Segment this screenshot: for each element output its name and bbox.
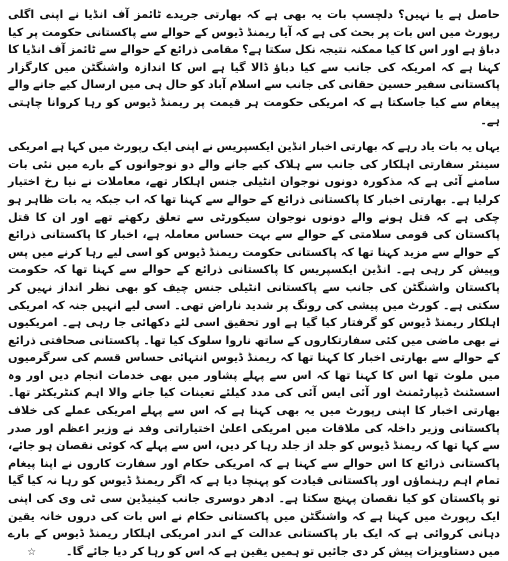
end-star-icon: ☆: [27, 546, 37, 558]
article-paragraph-2-text: یہاں یہ بات یاد رہے کہ بھارتی اخبار انڈین ایکسپریس نے اپنی ایک رپورٹ میں کہا ہے امریکی سینئر سفارتی اہلکار کی جانب سے ہلاک کیے جانے والے دو نوجوانوں کے بارے میں نئی بات سامنے آئی ہے کہ مذکورہ دونوں نوجوان انٹیلی جنس اہلکار تھے، معاملات نے نیا رخ اختیار کرلیا ہے۔ بھارتی اخبار کا پاکستانی ذرائع کے حوالے سے کہنا تھا کہ اب جبکہ یہ بات ظاہر ہو چکی ہے کہ قتل ہونے والے دونوں نوجوان سیکورٹی سے تعلق رکھتے تھے اور ان کا قتل پاکستان کی قومی سلامتی کے حوالے سے بہت حساس معاملہ ہے، اخبار کا پاکستانی ذرائع کے حوالے سے مزید کہنا تھا کہ پاکستانی حکومت ریمنڈ ڈیوس کو اسی لیے رہا کرنے میں پس وپیش کر رہی ہے۔ انڈین ایکسپریس کا پاکستانی ذرائع کے حوالے سے کہنا تھا کہ حکومت پاکستان واشنگٹن کی جانب سے پاکستانی انٹیلی جنس چیف کو بھی نظر انداز نہیں کر سکتی ہے۔ کورٹ میں پیشی کی رونگ پر شدید ناراض تھی۔ اسی لیے انہیں جنہ کہ امریکی اہلکار ریمنڈ ڈیوس کو گرفتار کیا گیا ہے اور تحقیق اسی لئے دکھائی جا رہی ہے۔ امریکیوں نے بھی ماضی میں کئی سفارتکاروں کے ساتھ ناروا سلوک کیا تھا۔ پاکستانی صحافتی ذرائع کے حوالے سے بھارتی اخبار کا کہنا تھا کہ ریمنڈ ڈیوس انتہائی حساس قسم کی سرگرمیوں میں ملوث تھا اس کا کہنا تھا کہ اس سے پہلے پشاور میں بھی خدمات انجام دیں اور وہ اسسٹنٹ ڈیپارٹمنٹ اور آئی ایس آئی کی مدد کیلئے تعینات کیا جانے والا اہم کنٹریکٹر تھا۔ بھارتی اخبار کا اپنی رپورٹ میں یہ بھی کہنا ہے کہ اس سے پہلے امریکی عملے کی خلاف پاکستانی وزیر داخلہ کی ملاقات میں امریکی اعلیٰ اختیاراتی وفد نے وزیر اعظم اور صدر سے کہا تھا کہ ریمنڈ ڈیوس کو جلد از جلد رہا کر دیں، اس سے پہلے کہ کوئی نقصان ہو جائے، پاکستانی ذرائع کا اس حوالے سے کہنا ہے کہ امریکی حکام اور سفارت کاروں نے اپنا پیغام تمام اہم رہنماؤں اور پاکستانی قیادت کو پہنچا دیا ہے کہ اگر ریمنڈ ڈیوس کو رہا نہ کیا گیا تو پاکستان کو کیا نقصان پہنچ سکتا ہے۔ ادھر دوسری جانب کینیڈین سی ٹی وی کی اپنی ایک رپورٹ میں کہنا ہے کہ واشنگٹن میں پاکستانی حکام نے اس بات کی دروں خانہ یقین دہانی کروائی ہے کہ ایک بار پاکستانی عدالت کے اندر امریکی اہلکار ریمنڈ ڈیوس کے بارے میں دستاویزات پیش کر دی جائیں تو ہمیں یقین ہے کہ اس کو رہا کر دیا جائے گا۔: [8, 140, 500, 558]
article-paragraph-1: حاصل ہے یا نہیں؟ دلچسپ بات یہ بھی ہے کہ بھارتی جریدے ٹائمز آف انڈیا نے اپنی اگلی رپورٹ میں اس بات پر بحث کی ہے کہ آیا ریمنڈ ڈیوس کے حوالے سے پاکستانی حکومت پر کیا دباؤ ہے اور اس کا کیا ممکنہ نتیجہ نکل سکتا ہے؟ مقامی ذرائع کے حوالے سے ٹائمز آف انڈیا کا کہنا ہے کہ امریکہ کی جانب سے کیا دباؤ ڈالا گیا ہے اس کا اندازہ واشنگٹن میں کارگزار پاکستانی سفیر حسین حقانی کی جانب سے اسلام آباد کو حال ہی میں ارسال کیے جانے والے پیغام سے کیا جاسکتا ہے کہ امریکی حکومت ہر قیمت پر ریمنڈ ڈیوس کو رہا کروانا چاہتی ہے۔: [8, 8, 500, 127]
article-paragraph-2: [8, 138, 500, 561]
article-body: [8, 6, 500, 561]
